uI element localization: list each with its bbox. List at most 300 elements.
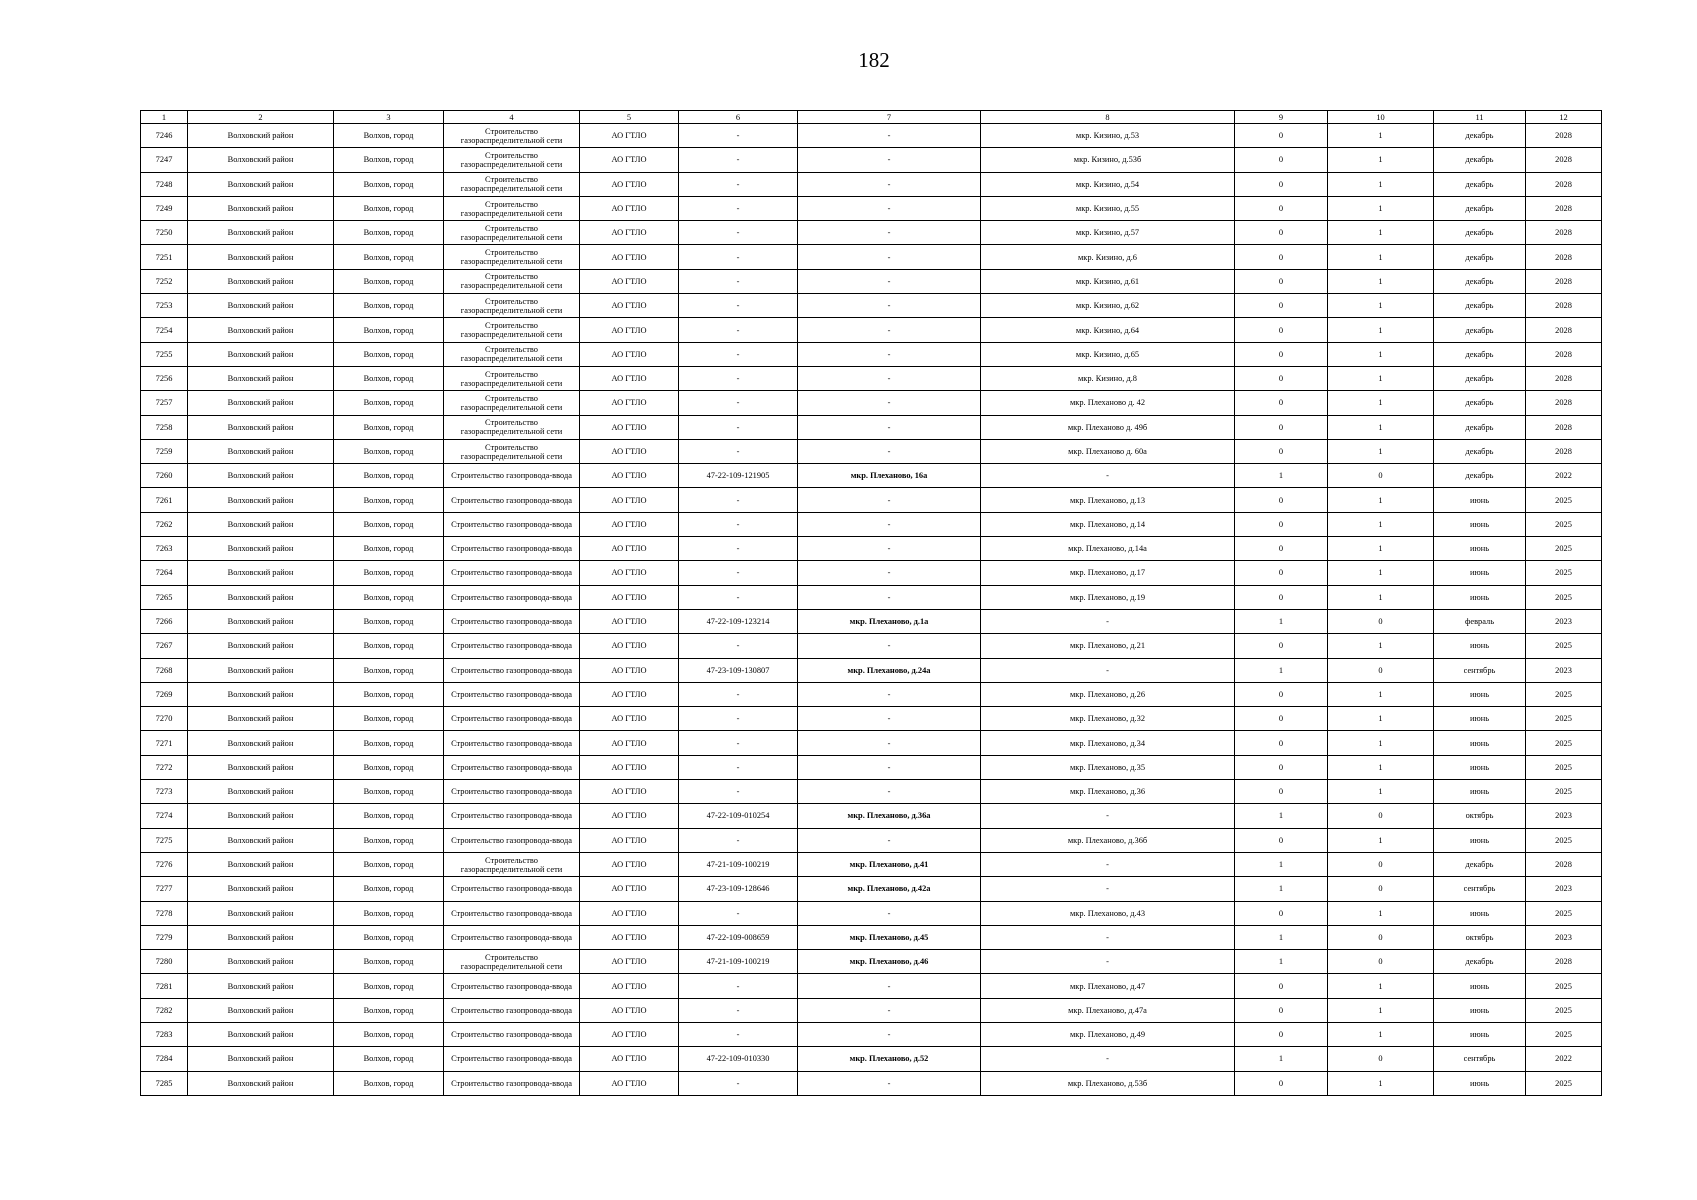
cell-count-planned: 1 [1328, 561, 1434, 585]
cell-count-planned: 0 [1328, 804, 1434, 828]
cell-row-number: 7267 [141, 634, 188, 658]
cell-count-planned: 1 [1328, 731, 1434, 755]
cell-count-planned: 1 [1328, 828, 1434, 852]
cell-month: декабрь [1434, 221, 1526, 245]
cell-count-planned: 1 [1328, 998, 1434, 1022]
cell-cadastral-number: - [679, 634, 798, 658]
cell-year: 2028 [1526, 950, 1602, 974]
cell-connected-address: - [798, 537, 981, 561]
cell-district: Волховский район [188, 124, 334, 148]
cell-year: 2028 [1526, 439, 1602, 463]
cell-organization: АО ГТЛО [580, 780, 679, 804]
cell-year: 2025 [1526, 828, 1602, 852]
cell-work-type: Строительство газораспределительной сети [444, 318, 580, 342]
cell-planned-address: мкр. Кизино, д.53 [981, 124, 1235, 148]
cell-count-planned: 0 [1328, 950, 1434, 974]
column-header-1: 1 [141, 111, 188, 124]
cell-district: Волховский район [188, 950, 334, 974]
cell-settlement: Волхов, город [334, 488, 444, 512]
cell-settlement: Волхов, город [334, 221, 444, 245]
cell-district: Волховский район [188, 682, 334, 706]
cell-cadastral-number: - [679, 148, 798, 172]
cell-year: 2028 [1526, 852, 1602, 876]
cell-district: Волховский район [188, 196, 334, 220]
cell-count-planned: 1 [1328, 148, 1434, 172]
cell-year: 2025 [1526, 585, 1602, 609]
table-row [141, 196, 1602, 220]
cell-year: 2025 [1526, 1071, 1602, 1095]
cell-count-planned: 1 [1328, 634, 1434, 658]
cell-row-number: 7260 [141, 464, 188, 488]
cell-month: декабрь [1434, 415, 1526, 439]
cell-connected-address: - [798, 415, 981, 439]
cell-settlement: Волхов, город [334, 804, 444, 828]
cell-organization: АО ГТЛО [580, 391, 679, 415]
cell-year: 2025 [1526, 901, 1602, 925]
cell-row-number: 7273 [141, 780, 188, 804]
cell-cadastral-number: - [679, 1022, 798, 1046]
cell-count-existing: 0 [1235, 294, 1328, 318]
cell-connected-address: мкр. Плеханово, д.45 [798, 925, 981, 949]
cell-count-planned: 1 [1328, 294, 1434, 318]
cell-organization: АО ГТЛО [580, 974, 679, 998]
cell-cadastral-number: - [679, 488, 798, 512]
cell-year: 2023 [1526, 925, 1602, 949]
cell-connected-address: - [798, 221, 981, 245]
cell-settlement: Волхов, город [334, 925, 444, 949]
cell-row-number: 7259 [141, 439, 188, 463]
header-row [141, 111, 1602, 124]
cell-cadastral-number: - [679, 294, 798, 318]
cell-count-existing: 0 [1235, 124, 1328, 148]
table-row [141, 877, 1602, 901]
cell-count-planned: 1 [1328, 342, 1434, 366]
cell-row-number: 7280 [141, 950, 188, 974]
cell-district: Волховский район [188, 877, 334, 901]
cell-cadastral-number: - [679, 731, 798, 755]
cell-cadastral-number: 47-22-109-008659 [679, 925, 798, 949]
cell-planned-address: мкр. Плеханово, д.19 [981, 585, 1235, 609]
cell-district: Волховский район [188, 342, 334, 366]
column-header-3: 3 [334, 111, 444, 124]
cell-year: 2025 [1526, 755, 1602, 779]
cell-district: Волховский район [188, 269, 334, 293]
cell-year: 2028 [1526, 415, 1602, 439]
cell-organization: АО ГТЛО [580, 804, 679, 828]
cell-cadastral-number: - [679, 124, 798, 148]
cell-row-number: 7278 [141, 901, 188, 925]
cell-organization: АО ГТЛО [580, 1047, 679, 1071]
table-row [141, 634, 1602, 658]
cell-row-number: 7262 [141, 512, 188, 536]
cell-month: февраль [1434, 609, 1526, 633]
cell-year: 2022 [1526, 1047, 1602, 1071]
cell-planned-address: мкр. Кизино, д.61 [981, 269, 1235, 293]
cell-month: июнь [1434, 585, 1526, 609]
cell-row-number: 7247 [141, 148, 188, 172]
cell-cadastral-number: - [679, 561, 798, 585]
cell-cadastral-number: - [679, 901, 798, 925]
cell-work-type: Строительство газораспределительной сети [444, 196, 580, 220]
cell-year: 2025 [1526, 512, 1602, 536]
cell-settlement: Волхов, город [334, 512, 444, 536]
cell-row-number: 7263 [141, 537, 188, 561]
cell-planned-address: мкр. Плеханово, д.36 [981, 780, 1235, 804]
cell-work-type: Строительство газораспределительной сети [444, 391, 580, 415]
cell-count-planned: 1 [1328, 196, 1434, 220]
column-header-8: 8 [981, 111, 1235, 124]
cell-cadastral-number: - [679, 439, 798, 463]
cell-connected-address: - [798, 682, 981, 706]
cell-connected-address: - [798, 1071, 981, 1095]
cell-planned-address: мкр. Плеханово д. 60а [981, 439, 1235, 463]
cell-count-existing: 0 [1235, 269, 1328, 293]
cell-count-existing: 0 [1235, 245, 1328, 269]
cell-cadastral-number: - [679, 998, 798, 1022]
cell-year: 2025 [1526, 634, 1602, 658]
cell-planned-address: мкр. Плеханово, д.26 [981, 682, 1235, 706]
cell-connected-address: - [798, 488, 981, 512]
cell-work-type: Строительство газопровода-ввода [444, 901, 580, 925]
cell-district: Волховский район [188, 561, 334, 585]
cell-count-existing: 1 [1235, 925, 1328, 949]
cell-planned-address: - [981, 609, 1235, 633]
cell-month: октябрь [1434, 925, 1526, 949]
cell-settlement: Волхов, город [334, 294, 444, 318]
table-row [141, 804, 1602, 828]
table-row [141, 609, 1602, 633]
cell-connected-address: - [798, 780, 981, 804]
cell-settlement: Волхов, город [334, 366, 444, 390]
cell-month: июнь [1434, 780, 1526, 804]
cell-connected-address: мкр. Плеханово, д.24а [798, 658, 981, 682]
cell-count-planned: 0 [1328, 877, 1434, 901]
cell-district: Волховский район [188, 974, 334, 998]
cell-cadastral-number: - [679, 269, 798, 293]
table-row [141, 172, 1602, 196]
cell-cadastral-number: - [679, 221, 798, 245]
cell-organization: АО ГТЛО [580, 148, 679, 172]
cell-count-planned: 1 [1328, 172, 1434, 196]
cell-count-existing: 0 [1235, 148, 1328, 172]
cell-organization: АО ГТЛО [580, 877, 679, 901]
table-row [141, 950, 1602, 974]
cell-planned-address: - [981, 852, 1235, 876]
cell-settlement: Волхов, город [334, 537, 444, 561]
cell-organization: АО ГТЛО [580, 950, 679, 974]
cell-cadastral-number: - [679, 1071, 798, 1095]
cell-cadastral-number: - [679, 342, 798, 366]
column-header-4: 4 [444, 111, 580, 124]
cell-row-number: 7276 [141, 852, 188, 876]
cell-count-existing: 0 [1235, 901, 1328, 925]
cell-work-type: Строительство газопровода-ввода [444, 974, 580, 998]
cell-month: декабрь [1434, 148, 1526, 172]
cell-connected-address: - [798, 342, 981, 366]
gas-network-table-container [140, 110, 1601, 1096]
cell-count-existing: 1 [1235, 877, 1328, 901]
column-header-12: 12 [1526, 111, 1602, 124]
cell-district: Волховский район [188, 1071, 334, 1095]
cell-district: Волховский район [188, 1047, 334, 1071]
table-row [141, 318, 1602, 342]
cell-year: 2023 [1526, 804, 1602, 828]
cell-work-type: Строительство газораспределительной сети [444, 245, 580, 269]
table-row [141, 1047, 1602, 1071]
cell-work-type: Строительство газораспределительной сети [444, 124, 580, 148]
cell-organization: АО ГТЛО [580, 439, 679, 463]
column-header-9: 9 [1235, 111, 1328, 124]
cell-district: Волховский район [188, 318, 334, 342]
cell-planned-address: мкр. Плеханово, д.47 [981, 974, 1235, 998]
cell-year: 2025 [1526, 537, 1602, 561]
cell-row-number: 7274 [141, 804, 188, 828]
cell-row-number: 7281 [141, 974, 188, 998]
cell-planned-address: мкр. Плеханово, д.21 [981, 634, 1235, 658]
cell-planned-address: мкр. Плеханово, д.13 [981, 488, 1235, 512]
cell-count-planned: 1 [1328, 585, 1434, 609]
cell-district: Волховский район [188, 294, 334, 318]
cell-count-existing: 0 [1235, 561, 1328, 585]
cell-count-existing: 0 [1235, 366, 1328, 390]
cell-count-existing: 1 [1235, 609, 1328, 633]
cell-work-type: Строительство газопровода-ввода [444, 464, 580, 488]
cell-year: 2028 [1526, 172, 1602, 196]
cell-work-type: Строительство газопровода-ввода [444, 804, 580, 828]
cell-district: Волховский район [188, 658, 334, 682]
cell-count-existing: 0 [1235, 196, 1328, 220]
column-header-2: 2 [188, 111, 334, 124]
cell-count-existing: 0 [1235, 828, 1328, 852]
cell-work-type: Строительство газопровода-ввода [444, 1047, 580, 1071]
cell-count-existing: 0 [1235, 415, 1328, 439]
cell-organization: АО ГТЛО [580, 537, 679, 561]
cell-settlement: Волхов, город [334, 950, 444, 974]
cell-cadastral-number: 47-22-109-121905 [679, 464, 798, 488]
cell-planned-address: мкр. Плеханово, д.43 [981, 901, 1235, 925]
cell-settlement: Волхов, город [334, 561, 444, 585]
cell-month: июнь [1434, 1022, 1526, 1046]
cell-organization: АО ГТЛО [580, 196, 679, 220]
cell-work-type: Строительство газопровода-ввода [444, 488, 580, 512]
cell-cadastral-number: - [679, 391, 798, 415]
cell-month: декабрь [1434, 366, 1526, 390]
cell-row-number: 7250 [141, 221, 188, 245]
cell-settlement: Волхов, город [334, 124, 444, 148]
cell-planned-address: - [981, 804, 1235, 828]
cell-work-type: Строительство газопровода-ввода [444, 658, 580, 682]
cell-row-number: 7257 [141, 391, 188, 415]
cell-work-type: Строительство газораспределительной сети [444, 342, 580, 366]
table-row [141, 366, 1602, 390]
cell-planned-address: мкр. Плеханово, д.53б [981, 1071, 1235, 1095]
cell-connected-address: мкр. Плеханово, д.41 [798, 852, 981, 876]
cell-month: июнь [1434, 634, 1526, 658]
table-row [141, 415, 1602, 439]
cell-planned-address: мкр. Кизино, д.55 [981, 196, 1235, 220]
cell-district: Волховский район [188, 731, 334, 755]
cell-connected-address: - [798, 172, 981, 196]
cell-planned-address: мкр. Плеханово, д.36б [981, 828, 1235, 852]
cell-connected-address: - [798, 439, 981, 463]
table-row [141, 342, 1602, 366]
table-row [141, 682, 1602, 706]
cell-cadastral-number: - [679, 245, 798, 269]
cell-planned-address: мкр. Плеханово, д.17 [981, 561, 1235, 585]
cell-district: Волховский район [188, 585, 334, 609]
cell-row-number: 7282 [141, 998, 188, 1022]
cell-cadastral-number: - [679, 537, 798, 561]
cell-settlement: Волхов, город [334, 415, 444, 439]
cell-settlement: Волхов, город [334, 172, 444, 196]
cell-cadastral-number: - [679, 755, 798, 779]
cell-district: Волховский район [188, 464, 334, 488]
cell-organization: АО ГТЛО [580, 1071, 679, 1095]
cell-count-existing: 0 [1235, 1071, 1328, 1095]
cell-row-number: 7268 [141, 658, 188, 682]
cell-cadastral-number: 47-23-109-130807 [679, 658, 798, 682]
cell-month: июнь [1434, 974, 1526, 998]
cell-year: 2023 [1526, 877, 1602, 901]
cell-district: Волховский район [188, 609, 334, 633]
cell-connected-address: - [798, 998, 981, 1022]
cell-year: 2025 [1526, 488, 1602, 512]
cell-organization: АО ГТЛО [580, 682, 679, 706]
cell-work-type: Строительство газопровода-ввода [444, 998, 580, 1022]
cell-work-type: Строительство газораспределительной сети [444, 221, 580, 245]
cell-planned-address: мкр. Плеханово д. 42 [981, 391, 1235, 415]
cell-month: июнь [1434, 828, 1526, 852]
cell-connected-address: - [798, 512, 981, 536]
page-number: 182 [858, 48, 890, 72]
table-row [141, 852, 1602, 876]
table-row [141, 512, 1602, 536]
cell-row-number: 7270 [141, 707, 188, 731]
cell-work-type: Строительство газопровода-ввода [444, 634, 580, 658]
cell-count-existing: 0 [1235, 342, 1328, 366]
cell-year: 2025 [1526, 731, 1602, 755]
cell-year: 2023 [1526, 609, 1602, 633]
cell-settlement: Волхов, город [334, 901, 444, 925]
cell-settlement: Волхов, город [334, 731, 444, 755]
cell-month: декабрь [1434, 124, 1526, 148]
cell-organization: АО ГТЛО [580, 634, 679, 658]
cell-year: 2028 [1526, 318, 1602, 342]
cell-row-number: 7269 [141, 682, 188, 706]
cell-district: Волховский район [188, 415, 334, 439]
cell-planned-address: мкр. Плеханово, д.14 [981, 512, 1235, 536]
cell-count-existing: 1 [1235, 464, 1328, 488]
cell-work-type: Строительство газораспределительной сети [444, 415, 580, 439]
cell-count-planned: 1 [1328, 755, 1434, 779]
cell-year: 2028 [1526, 245, 1602, 269]
cell-district: Волховский район [188, 998, 334, 1022]
cell-connected-address: - [798, 366, 981, 390]
cell-settlement: Волхов, город [334, 585, 444, 609]
cell-organization: АО ГТЛО [580, 658, 679, 682]
cell-count-planned: 1 [1328, 1022, 1434, 1046]
cell-month: декабрь [1434, 245, 1526, 269]
cell-row-number: 7284 [141, 1047, 188, 1071]
table-row [141, 828, 1602, 852]
cell-settlement: Волхов, город [334, 658, 444, 682]
cell-cadastral-number: 47-22-109-010330 [679, 1047, 798, 1071]
cell-row-number: 7285 [141, 1071, 188, 1095]
cell-settlement: Волхов, город [334, 780, 444, 804]
cell-month: июнь [1434, 537, 1526, 561]
cell-work-type: Строительство газопровода-ввода [444, 1071, 580, 1095]
cell-connected-address: - [798, 148, 981, 172]
table-row [141, 221, 1602, 245]
cell-connected-address: - [798, 1022, 981, 1046]
cell-year: 2025 [1526, 682, 1602, 706]
cell-cadastral-number: - [679, 172, 798, 196]
cell-work-type: Строительство газораспределительной сети [444, 950, 580, 974]
cell-year: 2028 [1526, 391, 1602, 415]
cell-district: Волховский район [188, 852, 334, 876]
cell-district: Волховский район [188, 634, 334, 658]
table-row [141, 731, 1602, 755]
cell-month: июнь [1434, 561, 1526, 585]
cell-count-existing: 0 [1235, 780, 1328, 804]
table-row [141, 998, 1602, 1022]
cell-district: Волховский район [188, 901, 334, 925]
cell-planned-address: - [981, 464, 1235, 488]
cell-work-type: Строительство газопровода-ввода [444, 828, 580, 852]
cell-settlement: Волхов, город [334, 998, 444, 1022]
cell-month: декабрь [1434, 294, 1526, 318]
cell-connected-address: - [798, 196, 981, 220]
cell-district: Волховский район [188, 221, 334, 245]
cell-organization: АО ГТЛО [580, 1022, 679, 1046]
cell-count-existing: 1 [1235, 1047, 1328, 1071]
cell-district: Волховский район [188, 439, 334, 463]
cell-year: 2025 [1526, 707, 1602, 731]
table-row [141, 391, 1602, 415]
cell-district: Волховский район [188, 537, 334, 561]
table-row [141, 245, 1602, 269]
cell-year: 2028 [1526, 148, 1602, 172]
column-header-10: 10 [1328, 111, 1434, 124]
cell-count-planned: 1 [1328, 488, 1434, 512]
cell-organization: АО ГТЛО [580, 707, 679, 731]
cell-year: 2023 [1526, 658, 1602, 682]
cell-organization: АО ГТЛО [580, 512, 679, 536]
cell-planned-address: мкр. Плеханово, д.32 [981, 707, 1235, 731]
cell-count-existing: 0 [1235, 391, 1328, 415]
cell-district: Волховский район [188, 1022, 334, 1046]
cell-month: декабрь [1434, 852, 1526, 876]
table-row [141, 148, 1602, 172]
cell-district: Волховский район [188, 804, 334, 828]
cell-planned-address: - [981, 658, 1235, 682]
cell-cadastral-number: - [679, 196, 798, 220]
cell-row-number: 7249 [141, 196, 188, 220]
cell-count-planned: 0 [1328, 464, 1434, 488]
cell-month: июнь [1434, 998, 1526, 1022]
cell-planned-address: - [981, 877, 1235, 901]
cell-count-existing: 0 [1235, 1022, 1328, 1046]
cell-connected-address: - [798, 245, 981, 269]
cell-count-planned: 1 [1328, 245, 1434, 269]
cell-count-planned: 1 [1328, 780, 1434, 804]
cell-connected-address: мкр. Плеханово, д.42а [798, 877, 981, 901]
cell-settlement: Волхов, город [334, 148, 444, 172]
column-header-5: 5 [580, 111, 679, 124]
table-row [141, 585, 1602, 609]
cell-work-type: Строительство газопровода-ввода [444, 780, 580, 804]
cell-organization: АО ГТЛО [580, 609, 679, 633]
